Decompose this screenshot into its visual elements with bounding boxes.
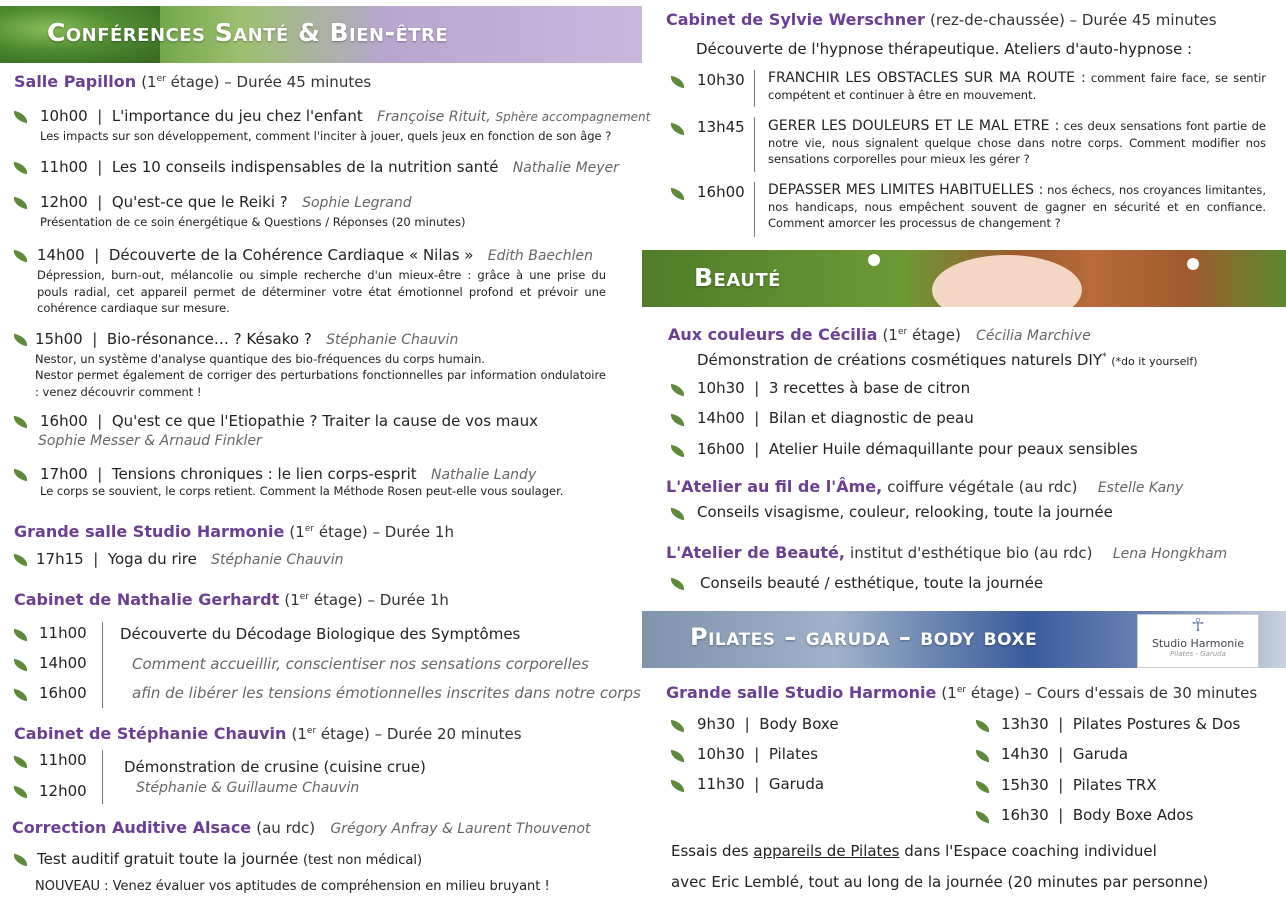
werschner-time-2: 13h45 (697, 118, 745, 136)
leaf-icon (669, 123, 686, 135)
atelier-beaute-item: Conseils beauté / esthétique, toute la journée (700, 574, 1044, 592)
gerhardt-line2: Comment accueillir, conscientiser nos sensations corporelles (132, 655, 589, 673)
daisy-icon (868, 254, 880, 266)
leaf-icon (669, 508, 686, 520)
conferences-title: Conférences Santé & Bien-être (47, 18, 449, 47)
werschner-time-3: 16h00 (697, 183, 745, 201)
chauvin-speaker: Stéphanie & Guillaume Chauvin (136, 780, 360, 796)
face-image (932, 255, 1082, 307)
room-papillon-header (14, 72, 371, 91)
leaf-icon (12, 197, 29, 209)
logo-title: Studio Harmonie (1151, 637, 1245, 650)
event-papillon-4-desc: Dépression, burn-out, mélancolie ou simple recherche d'un mieux-être : grâce à une prise du pouls radial, cet appareil permet de déterminer votre état émotionnel profond et prévoir une cohérence cardiaque sur mesure. (37, 268, 606, 315)
leaf-icon (669, 188, 686, 200)
event-papillon-1-desc: Les impacts sur son développement, comment l'inciter à jouer, quels jeux en fonction de son âge ? (40, 129, 612, 143)
event-yoga-rire: 17h15 | Yoga du rire Stéphanie Chauvin (36, 550, 344, 568)
leaf-icon (12, 469, 29, 481)
room-cecilia-header: Aux couleurs de Cécilia (1er étage) Cécilia Marchive (668, 325, 1091, 344)
logo-subtitle: Pilates - Garuda (1170, 650, 1226, 658)
leaf-icon (974, 781, 991, 793)
room-atelier-ame-header: L'Atelier au fil de l'Âme, coiffure végétale (au rdc) Estelle Kany (666, 477, 1184, 496)
studio-harmonie-logo (1137, 614, 1259, 668)
auditive-note: NOUVEAU : Venez évaluer vos aptitudes de compréhension en milieu bruyant ! (35, 879, 550, 894)
leaf-icon (12, 689, 29, 701)
pilates-left-3: 11h30 | Garuda (697, 775, 825, 793)
pilates-right-1: 13h30 | Pilates Postures & Dos (1001, 715, 1241, 733)
event-papillon-4: 14h00 | Découverte de la Cohérence Cardiaque « Nilas » Edith Baechlen (37, 246, 593, 264)
werschner-event-3: DEPASSER MES LIMITES HABITUELLES : nos échecs, nos croyances limitantes, nos handicaps, nous empêchent souvent de gagner en sécurité et en confiance. Comment amorcer les processus de changement ? (768, 182, 1267, 230)
leaf-icon (12, 334, 29, 346)
event-papillon-1: 10h00 | L'importance du jeu chez l'enfant Françoise Rituit, Sphère accompagnement (40, 107, 651, 125)
leaf-icon (12, 162, 29, 174)
conferences-banner (0, 6, 642, 63)
gerhardt-time-2: 14h00 (39, 654, 87, 672)
room-auditive-header: Correction Auditive Alsace (au rdc) Grégory Anfray & Laurent Thouvenot (12, 818, 591, 837)
event-papillon-7: 17h00 | Tensions chroniques : le lien corps-esprit Nathalie Landy (40, 465, 537, 483)
chauvin-time-2: 12h00 (39, 782, 87, 800)
leaf-icon (974, 720, 991, 732)
gerhardt-time-3: 16h00 (39, 684, 87, 702)
gerhardt-line3: afin de libérer les tensions émotionnelles inscrites dans notre corps (132, 684, 641, 702)
leaf-icon (12, 756, 29, 768)
leaf-icon (12, 629, 29, 641)
leaf-icon (669, 780, 686, 792)
divider (754, 117, 755, 172)
event-papillon-5-desc2: Nestor permet également de corriger des perturbations fonctionnelles par information ondulatoire : venez découvrir comment ! (35, 368, 606, 399)
pilates-left-1: 9h30 | Body Boxe (697, 715, 839, 733)
pilates-title: Pilates – garuda – body boxe (690, 623, 1038, 651)
auditive-item: Test auditif gratuit toute la journée (test non médical) (37, 850, 423, 868)
leaf-icon (669, 76, 686, 88)
cecilia-intro: Démonstration de créations cosmétiques naturels DIY* (*do it yourself) (697, 351, 1198, 369)
event-papillon-6: 16h00 | Qu'est ce que l'Etiopathie ? Traiter la cause de vos maux (40, 412, 538, 430)
leaf-icon (974, 811, 991, 823)
leaf-icon (669, 414, 686, 426)
leaf-icon (12, 111, 29, 123)
leaf-icon (12, 854, 29, 866)
gerhardt-time-1: 11h00 (39, 624, 87, 642)
pilates-footer-2: avec Eric Lemblé, tout au long de la journée (20 minutes par personne) (671, 873, 1209, 891)
leaf-icon (669, 720, 686, 732)
pilates-footer-1: Essais des appareils de Pilates dans l'Espace coaching individuel (671, 842, 1157, 860)
event-papillon-3-desc: Présentation de ce soin énergétique & Questions / Réponses (20 minutes) (40, 215, 466, 229)
chauvin-time-1: 11h00 (39, 751, 87, 769)
leaf-icon (12, 786, 29, 798)
leaf-icon (974, 750, 991, 762)
pilates-right-2: 14h30 | Garuda (1001, 745, 1129, 763)
pilates-appareils-link: appareils de Pilates (753, 842, 900, 860)
leaf-icon (12, 416, 29, 428)
daisy-icon (1187, 258, 1199, 270)
room-werschner-header: Cabinet de Sylvie Werschner (rez-de-chaussée) – Durée 45 minutes (666, 10, 1217, 29)
gerhardt-title: Découverte du Décodage Biologique des Symptômes (120, 625, 521, 643)
werschner-event-2: GERER LES DOULEURS ET LE MAL ETRE : ces deux sensations font partie de notre vie, nous signalent quelque chose dans notre corps. Comment modifier nos sensations corporelles pour mieux les gérer ? (768, 118, 1267, 166)
room-chauvin-header: Cabinet de Stéphanie Chauvin (1er étage) – Durée 20 minutes (14, 724, 522, 743)
room-gerhardt-header: Cabinet de Nathalie Gerhardt (1er étage) – Durée 1h (14, 590, 449, 609)
room-papillon-meta: (1er étage) – Durée 45 minutes (141, 73, 372, 91)
leaf-icon (669, 750, 686, 762)
chauvin-title: Démonstration de crusine (cuisine crue) (124, 758, 426, 776)
cecilia-event-1: 10h30 | 3 recettes à base de citron (697, 379, 971, 397)
werschner-time-1: 10h30 (697, 71, 745, 89)
leaf-icon (669, 578, 686, 590)
room-papillon-name: Salle Papillon (14, 72, 137, 91)
room-grande-salle-header: Grande salle Studio Harmonie (1er étage) – Durée 1h (14, 522, 454, 541)
cecilia-event-3: 16h00 | Atelier Huile démaquillante pour peaux sensibles (697, 440, 1138, 458)
event-papillon-3: 12h00 | Qu'est-ce que le Reiki ? Sophie Legrand (40, 193, 412, 211)
werschner-intro: Découverte de l'hypnose thérapeutique. Ateliers d'auto-hypnose : (696, 40, 1193, 58)
beaute-banner (642, 250, 1286, 307)
leaf-icon (12, 554, 29, 566)
leaf-icon (12, 659, 29, 671)
atelier-ame-item: Conseils visagisme, couleur, relooking, toute la journée (697, 503, 1113, 521)
logo-figure-icon: ☥ (1191, 615, 1205, 636)
leaf-icon (669, 384, 686, 396)
room-atelier-beaute-header: L'Atelier de Beauté, institut d'esthétique bio (au rdc) Lena Hongkham (666, 543, 1228, 562)
event-papillon-5-desc: Nestor, un système d'analyse quantique des bio-fréquences du corps humain. (35, 352, 486, 366)
cecilia-event-2: 14h00 | Bilan et diagnostic de peau (697, 409, 974, 427)
divider (754, 182, 755, 237)
pilates-left-2: 10h30 | Pilates (697, 745, 818, 763)
event-papillon-5: 15h00 | Bio-résonance… ? Késako ? Stéphanie Chauvin (35, 330, 459, 348)
leaf-icon (669, 445, 686, 457)
event-papillon-6-speaker: Sophie Messer & Arnaud Finkler (38, 433, 262, 449)
beaute-title: Beauté (694, 263, 781, 292)
divider (754, 70, 755, 107)
event-papillon-7-desc: Le corps se souvient, le corps retient. Comment la Méthode Rosen peut-elle vous soulager. (40, 484, 564, 498)
werschner-event-1: FRANCHIR LES OBSTACLES SUR MA ROUTE : comment faire face, se sentir compétent et continuer à être en mouvement. (768, 70, 1267, 102)
pilates-right-3: 15h30 | Pilates TRX (1001, 776, 1157, 794)
pilates-right-4: 16h30 | Body Boxe Ados (1001, 806, 1194, 824)
pilates-banner (642, 611, 1286, 668)
divider (102, 622, 103, 708)
divider (102, 750, 103, 804)
event-papillon-2: 11h00 | Les 10 conseils indispensables de la nutrition santé Nathalie Meyer (40, 158, 619, 176)
room-grande-salle-2-header: Grande salle Studio Harmonie (1er étage) – Cours d'essais de 30 minutes (666, 683, 1258, 702)
leaf-icon (12, 250, 29, 262)
